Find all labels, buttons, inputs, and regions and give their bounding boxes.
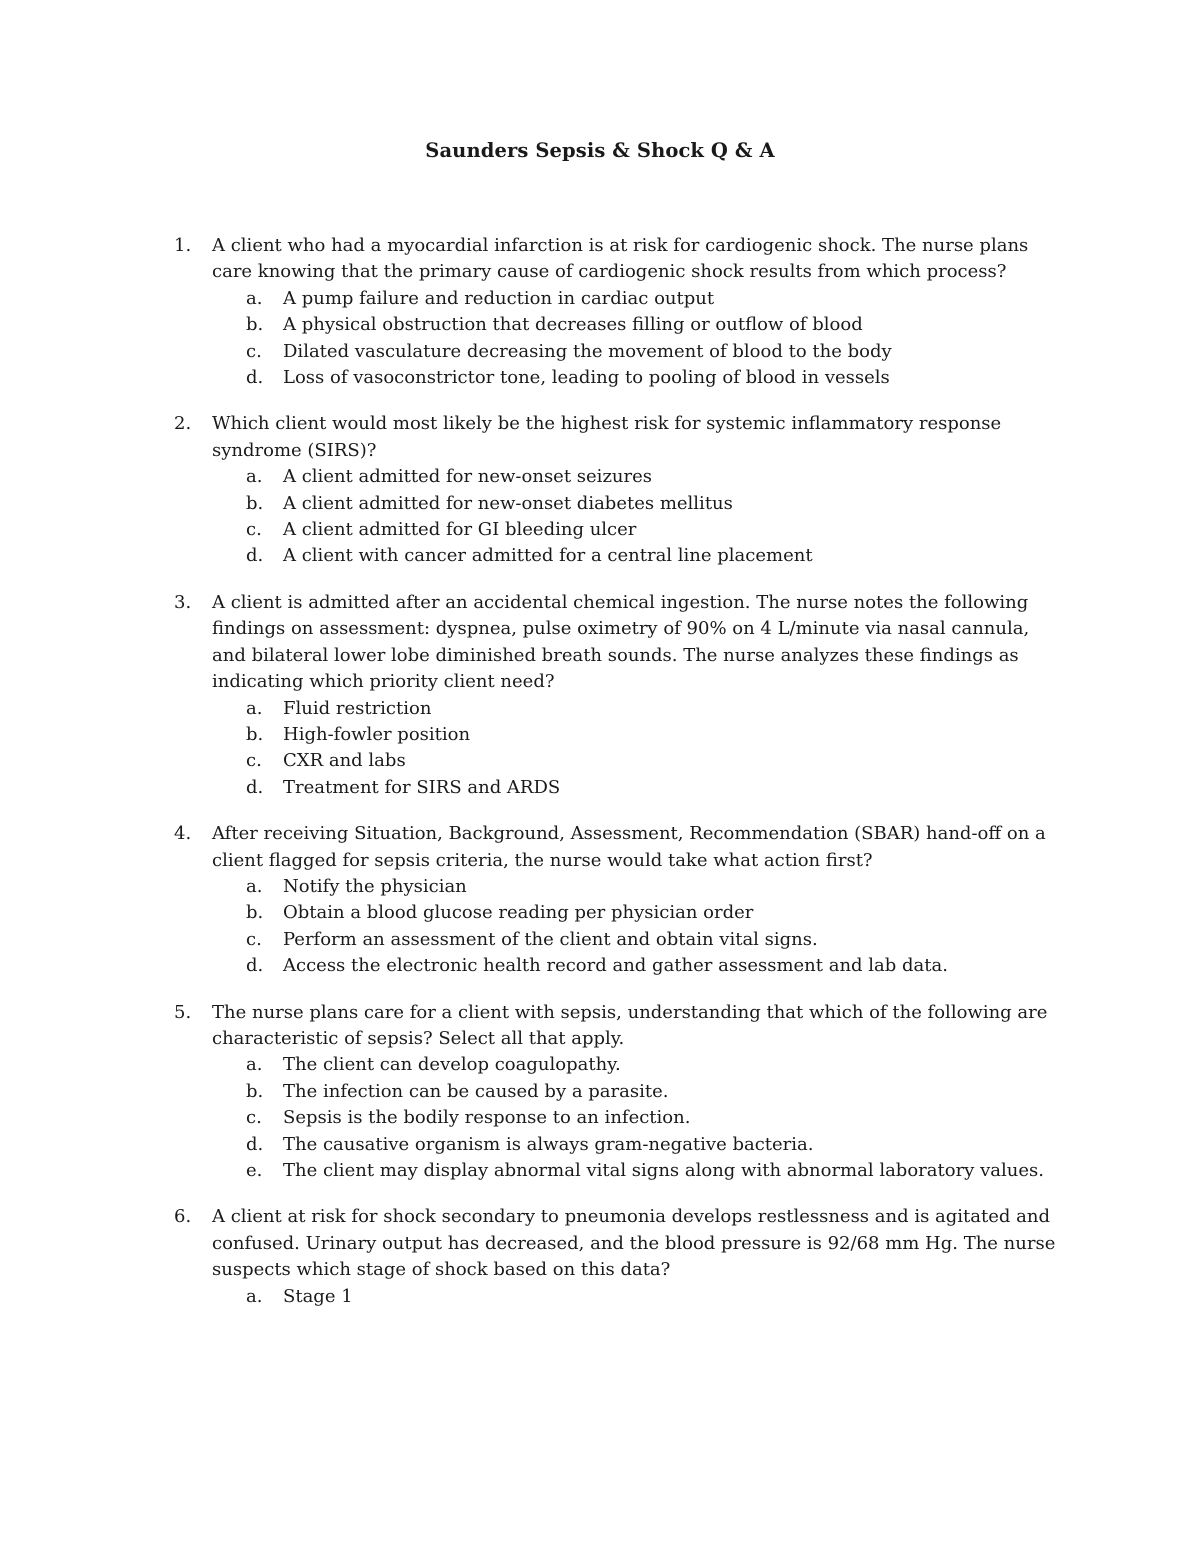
option-letter: b. <box>246 314 264 336</box>
option-letter: c. <box>246 928 262 950</box>
answer-option <box>0 1052 1200 1078</box>
answer-option <box>0 696 1200 722</box>
question-text: A client is admitted after an accidental chemical ingestion. The nurse notes the following findings on assessment: dyspnea, pulse oximetry of 90% on 4 L/minute via nasal cannula, and bilateral lower lobe diminished breath sounds. The nurse analyzes these findings as indicating which priority client need? <box>212 591 1030 693</box>
option-text: High-fowler position <box>283 723 471 745</box>
answer-option <box>0 312 1200 338</box>
option-text: Loss of vasoconstrictor tone, leading to pooling of blood in vessels <box>283 367 890 389</box>
answer-options <box>0 1284 1200 1310</box>
option-text: Fluid restriction <box>283 697 432 719</box>
answer-option <box>0 464 1200 490</box>
option-letter: b. <box>246 1080 264 1102</box>
option-text: The client can develop coagulopathy. <box>283 1054 621 1076</box>
option-text: The client may display abnormal vital signs along with abnormal laboratory values. <box>283 1160 1044 1181</box>
answer-option <box>0 1132 1200 1158</box>
option-text: CXR and labs <box>283 750 406 772</box>
answer-options <box>0 1052 1200 1184</box>
question-item <box>0 1204 1200 1310</box>
answer-option <box>0 1158 1200 1184</box>
option-letter: c. <box>246 1107 262 1129</box>
answer-options <box>0 286 1200 392</box>
option-text: The infection can be caused by a parasite. <box>283 1080 669 1102</box>
option-letter: d. <box>246 776 264 798</box>
option-text: A physical obstruction that decreases filling or outflow of blood <box>283 314 863 336</box>
option-text: Treatment for SIRS and ARDS <box>283 776 561 798</box>
option-text: A client admitted for new-onset diabetes mellitus <box>283 492 733 514</box>
option-letter: c. <box>246 340 262 362</box>
answer-option <box>0 1284 1200 1310</box>
option-letter: a. <box>246 875 263 897</box>
question-text: Which client would most likely be the highest risk for systemic inflammatory response syndrome (SIRS)? <box>212 413 1002 461</box>
answer-option <box>0 953 1200 979</box>
question-text: The nurse plans care for a client with sepsis, understanding that which of the following are characteristic of sepsis? Select all that apply. <box>212 1001 1048 1049</box>
answer-option <box>0 722 1200 748</box>
answer-option <box>0 543 1200 569</box>
option-letter: a. <box>246 1054 263 1076</box>
option-text: Sepsis is the bodily response to an infection. <box>283 1107 691 1129</box>
option-letter: d. <box>246 955 264 977</box>
option-text: Notify the physician <box>283 875 467 897</box>
option-letter: c. <box>246 750 262 772</box>
option-letter: a. <box>246 466 263 488</box>
option-text: A client with cancer admitted for a central line placement <box>283 545 813 567</box>
option-text: Access the electronic health record and gather assessment and lab data. <box>283 955 948 977</box>
answer-option <box>0 286 1200 312</box>
question-number: 6. <box>174 1206 192 1228</box>
question-text: After receiving Situation, Background, Assessment, Recommendation (SBAR) hand-off on a client flagged for sepsis criteria, the nurse would take what action first? <box>212 823 1046 871</box>
question-text: A client who had a myocardial infarction is at risk for cardiogenic shock. The nurse plans care knowing that the primary cause of cardiogenic shock results from which process? <box>212 235 1029 283</box>
option-letter: a. <box>246 287 263 309</box>
answer-option <box>0 491 1200 517</box>
option-letter: d. <box>246 545 264 567</box>
option-text: The causative organism is always gram-negative bacteria. <box>283 1133 814 1155</box>
option-letter: b. <box>246 492 264 514</box>
option-letter: e. <box>246 1160 263 1181</box>
answer-option <box>0 365 1200 391</box>
option-text: A client admitted for GI bleeding ulcer <box>283 519 637 541</box>
question-item <box>0 233 1200 391</box>
answer-options <box>0 464 1200 570</box>
question-number: 3. <box>174 591 192 613</box>
document-title: Saunders Sepsis & Shock Q & A <box>425 139 775 162</box>
question-number: 2. <box>174 413 192 435</box>
question-item <box>0 411 1200 569</box>
option-text: Stage 1 <box>283 1285 353 1307</box>
question-number: 5. <box>174 1001 192 1023</box>
option-letter: a. <box>246 1285 263 1307</box>
answer-option <box>0 517 1200 543</box>
option-letter: b. <box>246 723 264 745</box>
question-item <box>0 1000 1200 1185</box>
option-letter: d. <box>246 1133 264 1155</box>
option-text: A pump failure and reduction in cardiac output <box>283 287 715 309</box>
question-number: 1. <box>174 235 192 256</box>
option-text: Obtain a blood glucose reading per physician order <box>283 902 754 924</box>
option-text: Perform an assessment of the client and obtain vital signs. <box>283 928 818 950</box>
answer-option <box>0 339 1200 365</box>
question-item <box>0 590 1200 801</box>
question-list <box>0 233 1200 1330</box>
answer-option <box>0 1079 1200 1105</box>
question-number: 4. <box>174 823 192 845</box>
answer-option <box>0 775 1200 801</box>
answer-option <box>0 1105 1200 1131</box>
option-text: A client admitted for new-onset seizures <box>283 466 653 488</box>
option-letter: c. <box>246 519 262 541</box>
option-letter: a. <box>246 697 263 719</box>
answer-option <box>0 900 1200 926</box>
answer-options <box>0 874 1200 980</box>
option-text: Dilated vasculature decreasing the movement of blood to the body <box>283 340 892 362</box>
answer-option <box>0 927 1200 953</box>
answer-options <box>0 696 1200 802</box>
answer-option <box>0 748 1200 774</box>
question-text: A client at risk for shock secondary to pneumonia develops restlessness and is agitated and confused. Urinary output has decreased, and the blood pressure is 92/68 mm Hg. The nurse suspects which stage of shock based on this data? <box>212 1206 1056 1281</box>
option-letter: b. <box>246 902 264 924</box>
question-item <box>0 821 1200 979</box>
option-letter: d. <box>246 367 264 389</box>
answer-option <box>0 874 1200 900</box>
